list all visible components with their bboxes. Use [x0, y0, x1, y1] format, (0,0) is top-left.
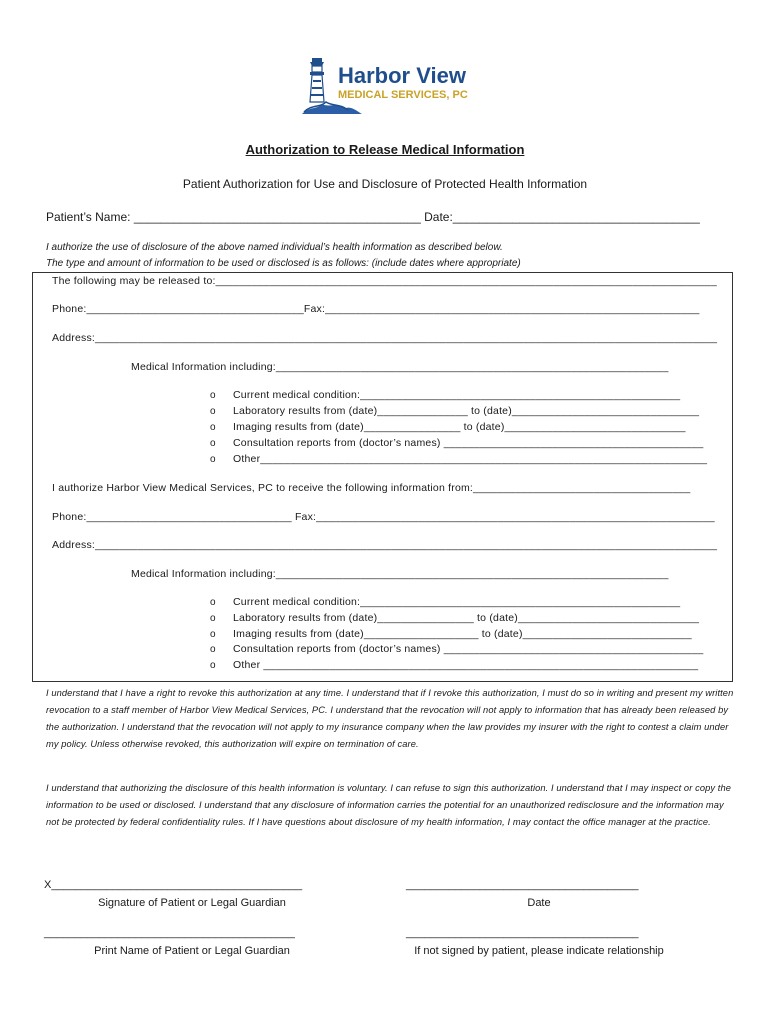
- bullet-icon: o: [210, 390, 216, 401]
- voluntary-disclosure-paragraph: I understand that authorizing the disclosure of this health information is voluntary. I can refuse to sign this authorization. I understand that I may inspect or copy the information to be used or disclosed. I understand that any disclosure of information carries the potential for an unauthorized redisclosure and the information may not be protected by federal confidentiality rules. If I have questions about disclosure of my health information, I may contact the office manager at the practice.: [46, 783, 732, 827]
- receive-item-other[interactable]: Other ________________________________________________________________________: [233, 659, 699, 671]
- release-medical-info-field[interactable]: Medical Information including:_________________________________________________________________: [131, 361, 669, 373]
- receive-from-field[interactable]: I authorize Harbor View Medical Services, PC to receive the following information from:____________________________________: [52, 482, 691, 494]
- release-item-current-condition[interactable]: Current medical condition:_____________________________________________________: [233, 389, 681, 401]
- print-name-label: Print Name of Patient or Legal Guardian: [94, 945, 290, 957]
- release-phone-fax-field[interactable]: Phone:____________________________________Fax:______________________________________________________________: [52, 303, 700, 315]
- bullet-icon: o: [210, 438, 216, 449]
- logo-name: Harbor View: [338, 63, 466, 88]
- date-line[interactable]: ______________________________________: [406, 879, 639, 891]
- release-address-field[interactable]: Address:_______________________________________________________________________________________________________: [52, 332, 718, 344]
- signature-line[interactable]: X_________________________________________: [44, 879, 303, 891]
- revocation-paragraph: I understand that I have a right to revoke this authorization at any time. I understand that if I revoke this authorization, I must do so in writing and present my written revocation to a staff member of Harbor View Medical Services, PC. I understand that the revocation will not apply to information that has already been released by the authorization. I understand that the revocation will not apply to my insurance company when the law provides my insurer with the right to contest a claim under my policy. Unless otherwise revoked, this authorization will expire on termination of care.: [46, 688, 734, 749]
- logo-subtitle: MEDICAL SERVICES, PC: [338, 89, 468, 101]
- print-name-line[interactable]: _________________________________________: [44, 927, 295, 939]
- release-item-other[interactable]: Other__________________________________________________________________________: [233, 453, 708, 465]
- release-item-lab-results[interactable]: Laboratory results from (date)_______________ to (date)_______________________________: [233, 405, 700, 417]
- bullet-icon: o: [210, 597, 216, 608]
- receive-item-consultation-reports[interactable]: Consultation reports from (doctor’s names) ___________________________________________: [233, 643, 704, 655]
- bullet-icon: o: [210, 454, 216, 465]
- form-subtitle: Patient Authorization for Use and Disclosure of Protected Health Information: [182, 177, 588, 191]
- signature-label: Signature of Patient or Legal Guardian: [98, 897, 286, 909]
- intro-line-2: The type and amount of information to be used or disclosed is as follows: (include dates where appropriate): [46, 258, 521, 269]
- release-item-consultation-reports[interactable]: Consultation reports from (doctor’s names) ___________________________________________: [233, 437, 704, 449]
- receive-item-current-condition[interactable]: Current medical condition:_____________________________________________________: [233, 596, 681, 608]
- bullet-icon: o: [210, 406, 216, 417]
- receive-item-imaging-results[interactable]: Imaging results from (date)___________________ to (date)____________________________: [233, 628, 692, 640]
- bullet-icon: o: [210, 644, 216, 655]
- receive-address-field[interactable]: Address:_______________________________________________________________________________________________________: [52, 539, 718, 551]
- date-label: Date: [527, 897, 551, 909]
- relationship-line[interactable]: ______________________________________: [406, 927, 639, 939]
- bullet-icon: o: [210, 613, 216, 624]
- receive-phone-fax-field[interactable]: Phone:__________________________________ Fax:__________________________________________________________________: [52, 511, 715, 523]
- patient-name-date-field[interactable]: Patient’s Name: ___________________________________________ Date:_____________________________________: [46, 210, 700, 224]
- form-title: Authorization to Release Medical Information: [245, 142, 525, 157]
- release-item-imaging-results[interactable]: Imaging results from (date)________________ to (date)______________________________: [233, 421, 686, 433]
- bullet-icon: o: [210, 660, 216, 671]
- intro-line-1: I authorize the use of disclosure of the above named individual’s health information as described below.: [46, 242, 503, 253]
- bullet-icon: o: [210, 422, 216, 433]
- released-to-field[interactable]: The following may be released to:___________________________________________________________________________________: [52, 275, 717, 287]
- relationship-label: If not signed by patient, please indicate relationship: [414, 945, 664, 957]
- receive-item-lab-results[interactable]: Laboratory results from (date)________________ to (date)______________________________: [233, 612, 700, 624]
- receive-medical-info-field[interactable]: Medical Information including:_________________________________________________________________: [131, 568, 669, 580]
- bullet-icon: o: [210, 629, 216, 640]
- harbor-view-logo: [300, 52, 480, 124]
